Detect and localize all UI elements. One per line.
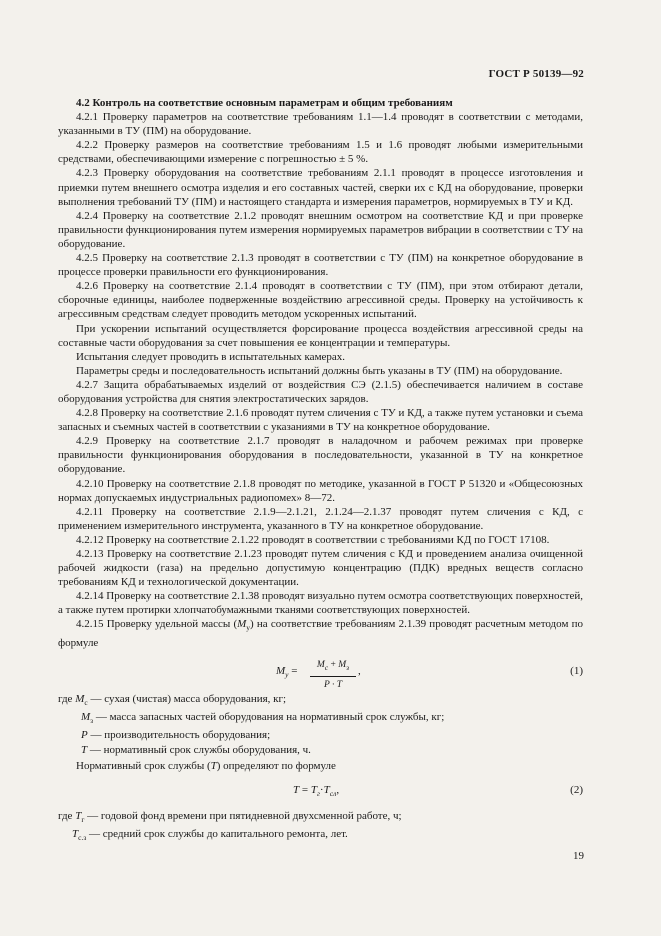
paragraph-4-2-3: 4.2.3 Проверку оборудования на соответствие требованиям 2.1.1 проводят в процессе изготовления и приемки путем внешнего осмотра изделия и его составных частей, сверки их с КД на оборудование, проверки выполнения требований ТУ (ПМ) и настоящего стандарта и измерения параметров, нормируемых в ТУ и КД. (58, 167, 583, 208)
page-number: 19 (573, 850, 584, 862)
paragraph-parameters: Параметры среды и последовательность испытаний должны быть указаны в ТУ (ПМ) на оборудование. (76, 364, 563, 377)
definition-tg: где $T_г$ — годовой фонд времени при пятидневной двухсменной работе, ч; (58, 809, 402, 824)
definition-t: T — нормативный срок службы оборудования, ч. (81, 743, 311, 756)
paragraph-4-2-12: 4.2.12 Проверку на соответствие 2.1.22 проводят в соответствии с требованиями КД по ГОСТ 17108. (76, 533, 550, 546)
paragraph-chambers: Испытания следует проводить в испытательных камерах. (76, 350, 346, 363)
formula-1 (58, 658, 583, 690)
definition-mc: где $M_с$ — сухая (чистая) масса оборудования, кг; (58, 692, 287, 708)
standard-header: ГОСТ Р 50139—92 (488, 68, 584, 80)
definition-mz: $M_з$ — масса запасных частей оборудования на нормативный срок службы, кг; (81, 711, 445, 726)
definitions-2 (58, 809, 583, 846)
norm-life-line: Нормативный срок службы (T) определяют по формуле (76, 759, 336, 772)
formula-1-comma: , (358, 664, 361, 677)
paragraph-acceleration: При ускорении испытаний осуществляется форсирование процесса воздействия агрессивной среды на составные части оборудования за счет повышения ее концентрации и температуры. (58, 322, 583, 349)
paragraph-4-2-8: 4.2.8 Проверку на соответствие 2.1.6 проводят путем сличения с ТУ и КД, а также путем установки и съема запасных и съемных частей в соответствии с указаниями в ТУ на конкретное оборудование. (58, 407, 583, 434)
formula-1-numerator: $M_с + M_з$ (310, 658, 356, 677)
formula-2-expression: $T = T_г\cdot T_{сл}$, (293, 783, 340, 798)
paragraph-4-2-9: 4.2.9 Проверку на соответствие 2.1.7 проводят в наладочном и рабочем режимах при проверке правильности функционирования оборудования в последовательности, указанной в ТУ на конкретное оборудование. (58, 435, 583, 476)
formula-1-fraction (310, 658, 356, 692)
paragraph-4-2-2: 4.2.2 Проверку размеров на соответствие требованиям 1.5 и 1.6 проводят любыми измерительными средствами, обеспечивающими измерение с погрешностью ± 5 %. (58, 139, 583, 166)
formula-2 (58, 783, 583, 799)
definition-p: P — производительность оборудования; (81, 729, 271, 742)
paragraph-4-2-11: 4.2.11 Проверку на соответствие 2.1.9—2.1.21, 2.1.24—2.1.37 проводят путем сличения с КД, с применением измерительного инструмента, указанного в ТУ на конкретное оборудование. (58, 505, 583, 532)
formula-1-denominator: P · T (323, 679, 343, 690)
paragraph-4-2-13: 4.2.13 Проверку на соответствие 2.1.23 проводят путем сличения с КД и проведением анализа очищенной рабочей жидкости (газа) на предельно допустимую концентрацию (ПДК) вредных веществ согласно требованиям КД и технологической документации. (58, 548, 583, 589)
paragraph-4-2-4: 4.2.4 Проверку на соответствие 2.1.2 проводят внешним осмотром на соответствие КД и при проверке правильности функционирования путем измерения нормируемых параметров вибрации в соответствии с ТУ на оборудование. (58, 209, 583, 250)
paragraph-4-2-10: 4.2.10 Проверку на соответствие 2.1.8 проводят по методике, указанной в ГОСТ Р 51320 и «Общесоюзных нормах допускаемых индустриальных радиопомех» 8—72. (58, 477, 583, 504)
definition-tsz: $T_{с.з}$ — средний срок службы до капитального ремонта, лет. (72, 827, 348, 843)
formula-2-number: (2) (570, 783, 583, 796)
body-text (58, 96, 583, 845)
definitions-1 (58, 692, 583, 757)
paragraph-4-2-7: 4.2.7 Защита обрабатываемых изделий от воздействия СЭ (2.1.5) обеспечивается наличием в составе оборудования устройства для снятия электростатических зарядов. (58, 378, 583, 405)
paragraph-4-2-5: 4.2.5 Проверку на соответствие 2.1.3 проводят в соответствии с ТУ (ПМ) на конкретное оборудование в процессе проверки правильности его функционирования. (58, 252, 583, 279)
paragraph-4-2-15: 4.2.15 Проверку удельной массы $(M_у)$ на соответствие требованиям 2.1.39 проводят расчетным методом по формуле (58, 618, 583, 649)
paragraph-4-2-6: 4.2.6 Проверку на соответствие 2.1.4 проводят в соответствии с ТУ (ПМ), при этом отбирают детали, сборочные единицы, наиболее подверженные воздействию агрессивной среды. Проверку на устойчивость к агрессивным средствам следует проводить методом ускоренных испытаний. (58, 280, 583, 321)
paragraph-4-2-1: 4.2.1 Проверку параметров на соответствие требованиям 1.1—1.4 проводят в соответствии с методами, указанными в ТУ (ПМ) на оборудование. (58, 111, 583, 138)
formula-1-lhs: $M_у$ = (276, 664, 298, 680)
section-heading: 4.2 Контроль на соответствие основным параметрам и общим требованиям (76, 97, 453, 109)
paragraph-4-2-14: 4.2.14 Проверку на соответствие 2.1.38 проводят визуально путем осмотра соответствующих поверхностей, а также путем протирки хлопчатобумажными тканями соответствующих поверхностей. (58, 590, 583, 617)
formula-1-number: (1) (570, 664, 583, 677)
